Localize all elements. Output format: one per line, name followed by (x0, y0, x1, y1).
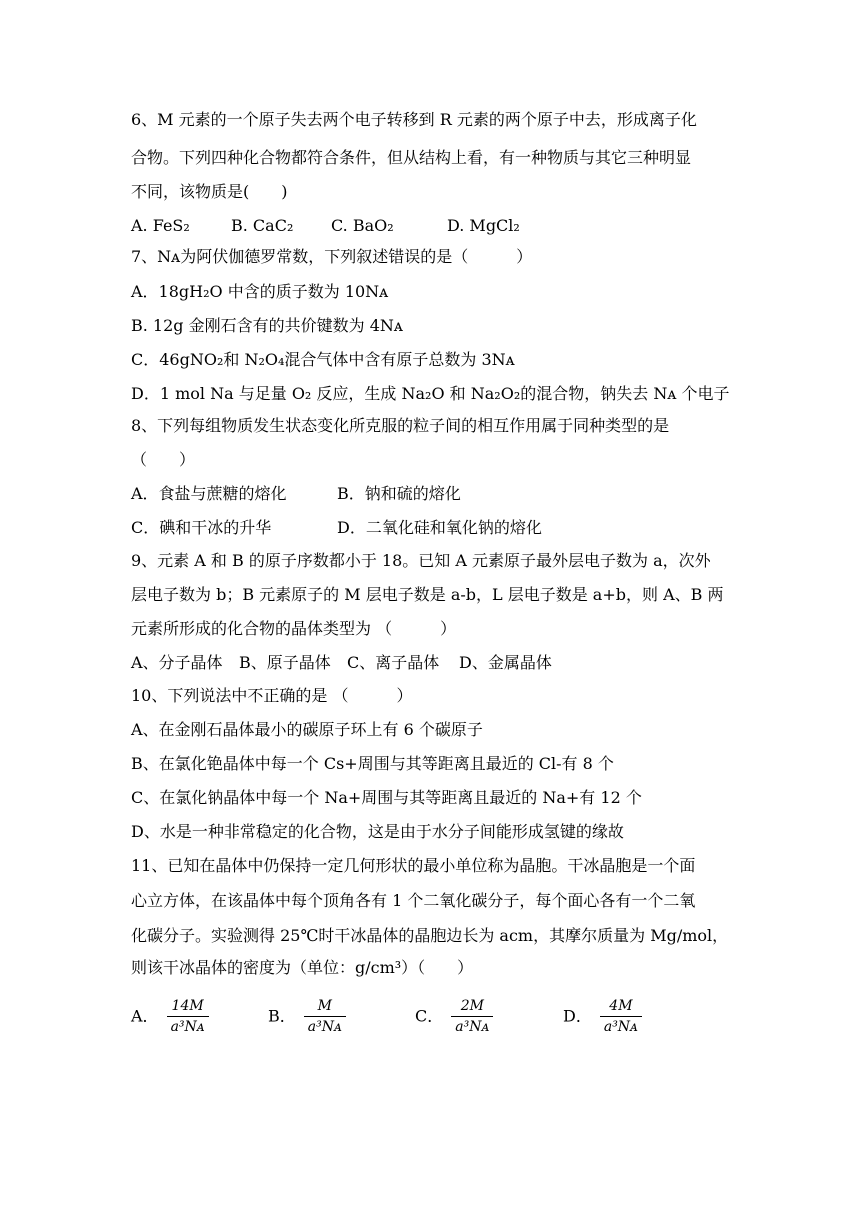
q11-option-b-label: B． (268, 1006, 296, 1026)
q7-stem: 7、Nᴀ为阿伏伽德罗常数，下列叙述错误的是（ ） (131, 247, 533, 266)
q11-option-a-numerator: 14M (167, 998, 209, 1017)
q11-stem-line-3: 化碳分子。实验测得 25℃时干冰晶体的晶胞边长为 acm，其摩尔质量为 Mg/mol， (131, 926, 729, 945)
q7-option-b: B. 12g 金刚石含有的共价键数为 4Nᴀ (131, 316, 403, 335)
q11-option-b-numerator: M (304, 998, 346, 1017)
q11-option-a (131, 996, 268, 1037)
q10-option-a: A、在金刚石晶体最小的碳原子环上有 6 个碳原子 (131, 720, 483, 739)
q11-option-d-denominator: a³Nᴀ (603, 1019, 638, 1035)
q6-stem-line-3: 不同，该物质是( ) (131, 182, 288, 201)
q11-option-c (415, 996, 563, 1037)
q11-option-c-numerator: 2M (451, 998, 493, 1017)
q11-stem-line-1: 11、已知在晶体中仍保持一定几何形状的最小单位称为晶胞。干冰晶胞是一个面 (131, 856, 696, 875)
q8-option-c: C．碘和干冰的升华 (131, 518, 272, 537)
q9-options (131, 653, 552, 673)
q11-option-d-numerator: 4M (600, 998, 642, 1017)
q11-option-d-label: D． (563, 1006, 592, 1026)
q10-stem: 10、下列说法中不正确的是 （ ） (131, 686, 413, 705)
q7-option-c: C．46gNO₂和 N₂O₄混合气体中含有原子总数为 3Nᴀ (131, 350, 515, 369)
q8-options-row-1 (131, 484, 461, 504)
q6-option-d: D. MgCl₂ (447, 216, 520, 235)
q11-option-a-fraction (167, 998, 209, 1035)
q8-options-row-2 (131, 518, 542, 538)
q11-option-d (563, 996, 642, 1037)
q9-option-b: B、原子晶体 (239, 653, 331, 672)
q11-stem-line-4: 则该干冰晶体的密度为（单位：g/cm³）（ ） (131, 958, 474, 977)
q9-option-a: A、分子晶体 (131, 653, 223, 672)
q11-option-b-fraction (304, 998, 346, 1035)
q9-stem-line-2: 层电子数为 b；B 元素原子的 M 层电子数是 a-b，L 层电子数是 a+b，则 A、B 两 (131, 585, 724, 604)
q11-options (131, 996, 642, 1037)
q6-option-c: C. BaO₂ (331, 216, 394, 235)
q11-option-b-denominator: a³Nᴀ (307, 1019, 342, 1035)
q10-option-b: B、在氯化铯晶体中每一个 Cs+周围与其等距离且最近的 Cl-有 8 个 (131, 754, 614, 773)
q9-option-c: C、离子晶体 (347, 653, 440, 672)
q10-option-c: C、在氯化钠晶体中每一个 Na+周围与其等距离且最近的 Na+有 12 个 (131, 788, 642, 807)
q6-options (131, 216, 520, 236)
q11-option-c-denominator: a³Nᴀ (455, 1019, 490, 1035)
q7-option-d: D．1 mol Na 与足量 O₂ 反应，生成 Na₂O 和 Na₂O₂的混合物，钠失去 Nᴀ 个电子 (131, 384, 730, 403)
q11-option-a-label: A． (131, 1006, 159, 1026)
q9-option-d: D、金属晶体 (459, 653, 552, 672)
q8-option-a: A．食盐与蔗糖的熔化 (131, 484, 287, 503)
q9-stem-line-1: 9、元素 A 和 B 的原子序数都小于 18。已知 A 元素原子最外层电子数为 a，次外 (131, 551, 711, 570)
q8-stem-line-1: 8、下列每组物质发生状态变化所克服的粒子间的相互作用属于同种类型的是 (131, 416, 670, 435)
q11-option-b (268, 996, 415, 1037)
q7-option-a: A．18gH₂O 中含的质子数为 10Nᴀ (131, 282, 389, 301)
q8-option-b: B．钠和硫的熔化 (337, 484, 461, 503)
q11-option-c-fraction (451, 998, 493, 1035)
q11-option-a-denominator: a³Nᴀ (170, 1019, 205, 1035)
q11-stem-line-2: 心立方体，在该晶体中每个顶角各有 1 个二氧化碳分子，每个面心各有一个二氧 (131, 891, 696, 910)
q8-option-d: D．二氧化硅和氧化钠的熔化 (337, 518, 542, 537)
q6-option-a: A. FeS₂ (131, 216, 190, 235)
q10-option-d: D、水是一种非常稳定的化合物，这是由于水分子间能形成氢键的缘故 (131, 822, 624, 841)
q6-option-b: B. CaC₂ (231, 216, 294, 235)
q9-stem-line-3: 元素所形成的化合物的晶体类型为 （ ） (131, 619, 457, 638)
q11-option-d-fraction (600, 998, 642, 1035)
q6-stem-line-2: 合物。下列四种化合物都符合条件，但从结构上看，有一种物质与其它三种明显 (131, 148, 692, 167)
q11-option-c-label: C． (415, 1006, 444, 1026)
q8-stem-line-2: （ ） (131, 450, 196, 469)
q6-stem-line-1: 6、M 元素的一个原子失去两个电子转移到 R 元素的两个原子中去，形成离子化 (131, 110, 697, 129)
